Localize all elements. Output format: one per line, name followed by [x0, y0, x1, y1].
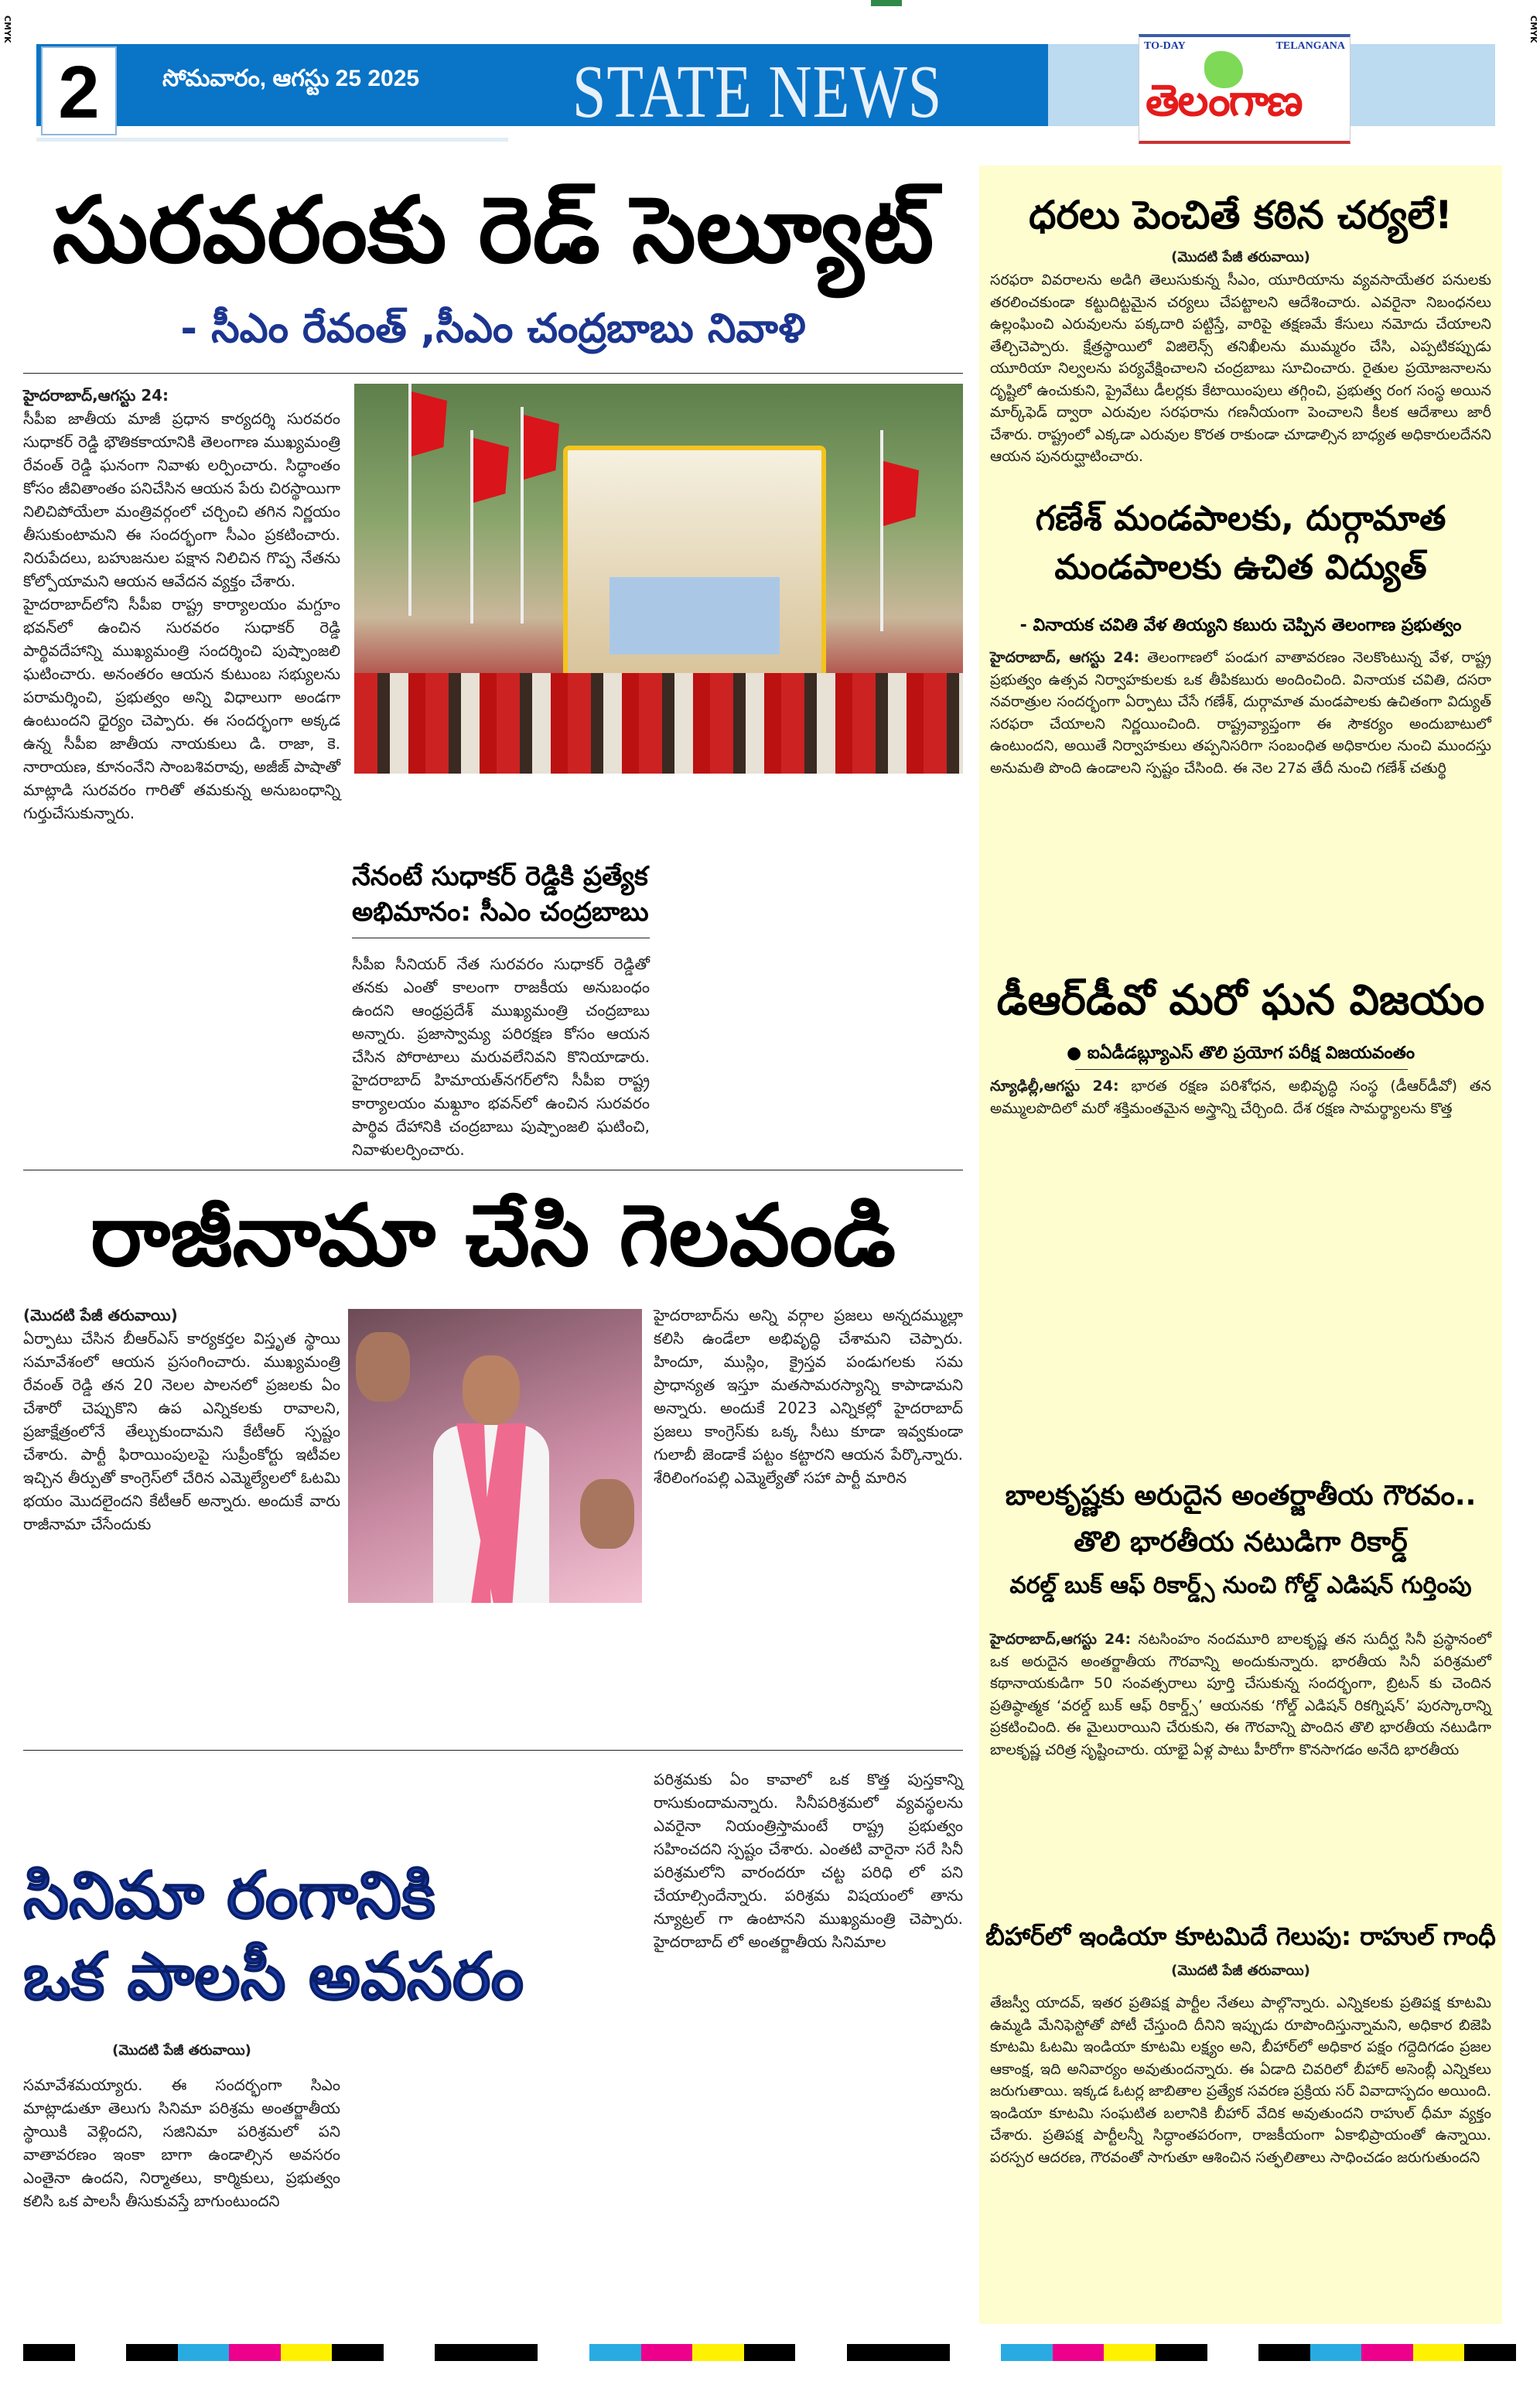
logo-telangana: TELANGANA [1275, 40, 1345, 52]
lead-column-1 [23, 384, 340, 825]
logo-today: TO-DAY [1144, 40, 1186, 52]
sidebar-article-prices: సరఫరా వివరాలను అడిగి తెలుసుకున్న సీఎం, యూరియాను వ్యవసాయేతర పనులకు తరలించకుండా కట్టుదిట్టమైన చర్యలు చేపట్టాలని ఆదేశించారు. ఎవరైనా నిబంధనలు ఉల్లంఘించి ఎరువులను పక్కదారి పట్టిస్తే, వారిపై తక్షణమే కేసులు నమోదు చేయాలని తేల్చిచెప్పారు. క్షేత్రస్థాయిలో విజిలెన్స్ తనిఖీలను ముమ్మరం చేసి, ఎప్పటికప్పుడు యూరియా నిల్వలను పర్యవేక్షించాలని చంద్రబాబు సూచించారు. రైతుల ప్రయోజనాలను దృష్టిలో ఉంచుకుని, ప్రైవేటు డీలర్లకు కేటాయింపులు తగ్గించి, ప్రభుత్వ రంగ సంస్థ అయిన మార్క్‌ఫెడ్ ద్వారా ఎరువుల సరఫరాను గణనీయంగా పెంచాలని కీలక ఆదేశాలు జారీ చేశారు. రాష్ట్రంలో ఎక్కడా ఎరువుల కొరత రాకుండా చూడాల్సిన బాధ్యత అధికారులదేనని ఆయన పునరుద్ఘాటించారు. [990, 272, 1491, 465]
paragraph: హైదరాబాద్‌లోని సీపీఐ రాష్ట్ర కార్యాలయం మగ్దూం భవన్‌లో ఉంచిన సురవరం సుధాకర్ రెడ్డి పార్థివదేహాన్ని ముఖ్యమంత్రి సందర్శించి పుష్పాంజలి ఘటించారు. అనంతరం ఆయన కుటుంబ సభ్యులను పరామర్శించి, ప్రభుత్వం అన్ని విధాలుగా అండగా ఉంటుందని ధైర్యం చెప్పారు. ఈ సందర్భంగా అక్కడ ఉన్న సీపీఐ జాతీయ నాయకులు డి. రాజా, కె. నారాయణ, కూనంనేని సాంబశివరావు, అజీజ్ పాషాతో మాట్లాడి సురవరం గారితో తమకున్న అనుబంధాన్ని గుర్తుచేసుకున్నారు. [23, 595, 340, 822]
photo-tribute-procession [354, 384, 963, 774]
ktr-headline: రాజీనామా చేసి గెలవండి [90, 1186, 896, 1285]
sidebar-subheadline-drdo: ● ఐఏడీడబ్ల్యూఎస్ తొలి ప్రయోగ పరీక్ష విజయవంతం [1067, 1044, 1415, 1063]
continued-label: (మొదటి పేజీ తరువాయి) [1171, 249, 1310, 265]
paragraph: భారత రక్షణ పరిశోధన, అభివృద్ధి సంస్థ (డీఆర్‌డీవో) తన అమ్ములపొదిలో మరో శక్తిమంతమైన అస్త్రాన్ని చేర్చింది. దేశ రక్షణ సామర్థ్యాలను కొత్త [990, 1078, 1491, 1117]
continued-label: (మొదటి పేజీ తరువాయి) [112, 2042, 251, 2059]
lead-headline: సురవరంకు రెడ్ సెల్యూట్ [52, 176, 934, 283]
color-registration-bar [23, 2344, 1516, 2361]
header-underline [36, 138, 508, 142]
sidebar-article-ganesh [990, 647, 1491, 779]
sidebar-headline-ganesh-2: మండపాలకు ఉచిత విద్యుత్ [1054, 548, 1427, 587]
dateline: హైదరాబాద్,ఆగస్టు 24: [990, 1631, 1132, 1648]
lead-subheadline: - సీఎం రేవంత్ ,సీఎం చంద్రబాబు నివాళి [180, 306, 806, 352]
sidebar-headline-balakrishna-3: వరల్డ్ బుక్ ఆఫ్ రికార్డ్స్ నుంచి గోల్డ్ ఎడిషన్ గుర్తింపు [1009, 1572, 1472, 1599]
divider [23, 1750, 963, 1751]
sidebar-article-balakrishna [990, 1628, 1491, 1761]
newspaper-logo [1139, 34, 1350, 144]
sidebar-subheadline-ganesh: - వినాయక చవితి వేళ తియ్యని కబురు చెప్పిన తెలంగాణ ప్రభుత్వం [1019, 616, 1462, 635]
cinema-headline-line2: ఒక పాలసీ అవసరం [23, 1939, 524, 2014]
paragraph: సీపీఐ జాతీయ మాజీ ప్రధాన కార్యదర్శి సురవరం సుధాకర్ రెడ్డి భౌతికకాయానికి తెలంగాణ ముఖ్యమంత్రి రేవంత్ రెడ్డి ఘనంగా నివాళు లర్పించారు. సిద్ధాంతం కోసం జీవితాంతం పనిచేసిన ఆయన పేరు చిరస్థాయిగా నిలిచిపోయేలా మంత్రివర్గంలో చర్చించి తగిన నిర్ణయం తీసుకుంటామని ఈ సందర్భంగా సీఎం ప్రకటించారు. నిరుపేదలు, బహుజనుల పక్షాన నిలిచిన గొప్ప నేతను కోల్పోయామని ఆయన ఆవేదన వ్యక్తం చేశారు. [23, 409, 340, 590]
sidebar-article-bihar: తేజస్వీ యాదవ్, ఇతర ప్రతిపక్ష పార్టీల నేతలు పాల్గొన్నారు. ఎన్నికలకు ప్రతిపక్ష కూటమి ఉమ్మడి మేనిఫెస్టోతో పోటీ చేస్తుంది దీనిని ఇప్పుడు రూపొందిస్తున్నామని, అధికార బిజెపి కూటమి ఓటమి ఇండియా కూటమి లక్ష్యం అని, బీహార్‌లో అధికార పక్షం గద్దెదిగడం ప్రజల ఆకాంక్ష, ఇది అనివార్యం అవుతుందన్నారు. ఈ ఏడాది చివరిలో బీహార్ అసెంబ్లీ ఎన్నికలు జరుగుతాయి. ఇక్కడ ఓటర్ల జాబితాల ప్రత్యేక సవరణ ప్రక్రియ సర్ వివాదాస్పదం అయింది. ఇండియా కూటమి సంఘటిత బలానికి బీహార్ వేదిక అవుతుందని రాహుల్ ధీమా వ్యక్తం చేశారు. ప్రతిపక్ష పార్టీలన్నీ సిద్ధాంతపరంగా, రాజకీయంగా ఏకాభిప్రాయంతో ఉన్నాయి. పరస్పర ఆదరణ, గౌరవంతో సాగుతూ ఆశించిన సత్ఫలితాలు సాధించడం జరుగుతుందని [990, 1994, 1491, 2166]
sidebar-headline-prices: ధరలు పెంచితే కఠిన చర్యలే! [1029, 193, 1453, 237]
cinema-headline-line1: సినిమా రంగానికి [23, 1857, 435, 1933]
paragraph: సమావేశమయ్యారు. ఈ సందర్భంగా సిఎం మాట్లాడుతూ తెలుగు సినిమా పరిశ్రమ అంతర్జాతీయ స్థాయికి వెళ్లిందని, సజినిమా పరిశ్రమలో పని వాతావరణం ఇంకా బాగా ఉండాల్సిన అవసరం ఎంతైనా ఉందని, నిర్మాతలు, కార్మికులు, ప్రభుత్వం కలిసి ఒక పాలసీ తీసుకువస్తే బాగుంటుందని [23, 2076, 340, 2210]
ktr-column-3 [654, 1304, 963, 1489]
registration-mark-left: CMYK [2, 15, 12, 43]
sidebar-headline-balakrishna-1: బాలకృష్ణకు అరుదైన అంతర్జాతీయ గౌరవం.. [1005, 1480, 1477, 1512]
lead-column-2 [352, 781, 650, 1161]
sidebar-headline-drdo: డీఆర్‌డీవో మరో ఘన విజయం [996, 976, 1485, 1024]
divider [23, 373, 963, 374]
sidebar-headline-ganesh-1: గణేశ్ మండపాలకు, దుర్గామాత [1035, 499, 1446, 538]
cinema-column-1 [23, 2073, 340, 2212]
paragraph: నటసింహం నందమూరి బాలకృష్ణ తన సుదీర్ఘ సినీ ప్రస్థానంలో ఒక అరుదైన అంతర్జాతీయ గౌరవాన్ని అందుకున్నారు. భారతీయ సినీ పరిశ్రమలో కథానాయకుడిగా 50 సంవత్సరాలు పూర్తి చేసుకున్న సందర్భంగా, బ్రిటన్ కు చెందిన ప్రతిష్ఠాత్మక ‘వరల్డ్ బుక్ ఆఫ్ రికార్డ్స్’ ఆయనకు ‘గోల్డ్ ఎడిషన్ రికగ్నిషన్’ పురస్కారాన్ని ప్రకటించింది. ఈ మైలురాయిని చేరుకుని, ఈ గౌరవాన్ని పొందిన తొలి భారతీయ నటుడిగా బాలకృష్ణ చరిత్ర సృష్టించారు. యాభై ఏళ్ల పాటు హీరోగా కొనసాగడం అనేది భారతీయ [990, 1631, 1491, 1758]
sidebar-headline-balakrishna-2: తొలి భారతీయ నటుడిగా రికార్డ్ [1074, 1526, 1408, 1558]
lead-sub-headline: నేనంటే సుధాకర్ రెడ్డికి ప్రత్యేక అభిమానం: సీఎం చంద్రబాబు [352, 861, 649, 928]
dateline: హైదరాబాద్,ఆగస్టు 24: [23, 386, 169, 405]
registration-tab [871, 0, 902, 6]
dateline: న్యూఢిల్లీ,ఆగస్టు 24: [990, 1078, 1119, 1095]
issue-date: సోమవారం, ఆగస్టు 25 2025 [162, 66, 420, 91]
registration-mark-right: CMYK [1528, 15, 1538, 43]
paragraph: తెలంగాణలో పండుగ వాతావరణం నెలకొంటున్న వేళ, రాష్ట్ర ప్రభుత్వం ఉత్సవ నిర్వాహకులకు ఒక తీపికబురు అందించింది. వినాయక చవితి, దసరా నవరాత్రుల సందర్భంగా ఏర్పాటు చేసే గణేశ్, దుర్గామాత మండపాలకు ఉచితంగా విద్యుత్ సరఫరా చేయాలని నిర్ణయించింది. రాష్ట్రవ్యాప్తంగా ఈ సౌకర్యం అందుబాటులో ఉంటుందని, అయితే నిర్వాహకులు తప్పనిసరిగా సంబంధిత అధికారుల నుంచి ముందస్తు అనుమతి పొంది ఉండాలని స్పష్టం చేసింది. ఈ నెల 27వ తేదీ నుంచి గణేశ్ చతుర్థి [990, 649, 1491, 777]
page-number: 2 [41, 46, 117, 135]
paragraph: హైదరాబాద్‌ను అన్ని వర్గాల ప్రజలు అన్నదమ్ముల్లా కలిసి ఉండేలా అభివృద్ధి చేశామని చెప్పారు. హిందూ, ముస్లిం, క్రైస్తవ పండుగలకు సమ ప్రాధాన్యత ఇస్తూ మతసామరస్యాన్ని కాపాడామని అన్నారు. అందుకే 2023 ఎన్నికల్లో హైదరాబాద్ ప్రజలు కాంగ్రెస్‌కు ఒక్క సీటు కూడా ఇవ్వకుండా గులాబీ జెండాకే పట్టం కట్టారని ఆయన పేర్కొన్నారు. శేరిలింగంపల్లి ఎమ్మెల్యేతో సహా పార్టీ మారిన [654, 1306, 963, 1487]
cinema-column-3 [654, 1768, 963, 1953]
sidebar-headline-bihar: బీహార్‌లో ఇండియా కూటమిదే గెలుపు: రాహుల్ గాంధీ [985, 1922, 1496, 1951]
section-title: STATE NEWS [572, 49, 943, 133]
logo-title: తెలంగాణ [1146, 76, 1302, 126]
sidebar-article-drdo [990, 1075, 1491, 1119]
paragraph: పరిశ్రమకు ఏం కావాలో ఒక కొత్త పుస్తకాన్ని రాసుకుందామన్నారు. సినీపరిశ్రమలో వ్యవస్థలను ఎవరైనా నియంత్రిస్తామంటే రాష్ట్ర ప్రభుత్వం సహించదని స్పష్టం చేశారు. ఎంతటి వారైనా సరే సినీ పరిశ్రమలోని వారందరూ చట్ట పరిధి లో పని చేయాల్సిందేన్నారు. పరిశ్రమ విషయంలో తాను న్యూట్రల్ గా ఉంటానని ముఖ్యమంత్రి చెప్పారు. హైదరాబాద్ లో అంతర్జాతీయ సినిమాల [654, 1770, 963, 1951]
continued-label: (మొదటి పేజీ తరువాయి) [23, 1306, 178, 1324]
paragraph: సీపీఐ సీనియర్ నేత సురవరం సుధాకర్ రెడ్డితో తనకు ఎంతో కాలంగా రాజకీయ అనుబంధం ఉందని ఆంధ్రప్రదేశ్ ముఖ్యమంత్రి చంద్రబాబు అన్నారు. ప్రజాస్వామ్య పరిరక్షణ కోసం ఆయన చేసిన పోరాటాలు మరువలేనివని కొనియాడారు. హైదరాబాద్ హిమాయత్‌నగర్‌లోని సీపీఐ రాష్ట్ర కార్యాలయం మఖ్దూం భవన్‌లో ఉంచిన సురవరం పార్థివ దేహానికి చంద్రబాబు పుష్పాంజలి ఘటించి, నివాళులర్పించారు. [352, 955, 650, 1159]
continued-label: (మొదటి పేజీ తరువాయి) [1171, 1963, 1310, 1979]
divider [1075, 1069, 1408, 1070]
photo-ktr-speaking [348, 1309, 642, 1603]
subheadline-text: ఐఏడీడబ్ల్యూఎస్ తొలి ప్రయోగ పరీక్ష విజయవంతం [1087, 1044, 1415, 1063]
ktr-column-1 [23, 1304, 340, 1536]
paragraph: ఏర్పాటు చేసిన బీఆర్ఎస్ కార్యకర్తల విస్తృత స్థాయి సమావేశంలో ఆయన ప్రసంగించారు. ముఖ్యమంత్రి రేవంత్ రెడ్డి తన 20 నెలల పాలనలో ప్రజలకు ఏం చేశారో చెప్పుకొని ఉప ఎన్నికలకు రావాలని, ప్రజాక్షేత్రంలోనే తేల్చుకుందామని కేటీఆర్ స్పష్టం చేశారు. పార్టీ ఫిరాయింపులపై సుప్రీంకోర్టు ఇటీవల ఇచ్చిన తీర్పుతో కాంగ్రెస్‌లో చేరిన ఎమ్మెల్యేలలో ఓటమి భయం మొదలైందని కేటీఆర్ అన్నారు. అందుకే వారు రాజీనామా చేసేందుకు [23, 1329, 340, 1533]
dateline: హైదరాబాద్, ఆగస్టు 24: [990, 649, 1140, 666]
